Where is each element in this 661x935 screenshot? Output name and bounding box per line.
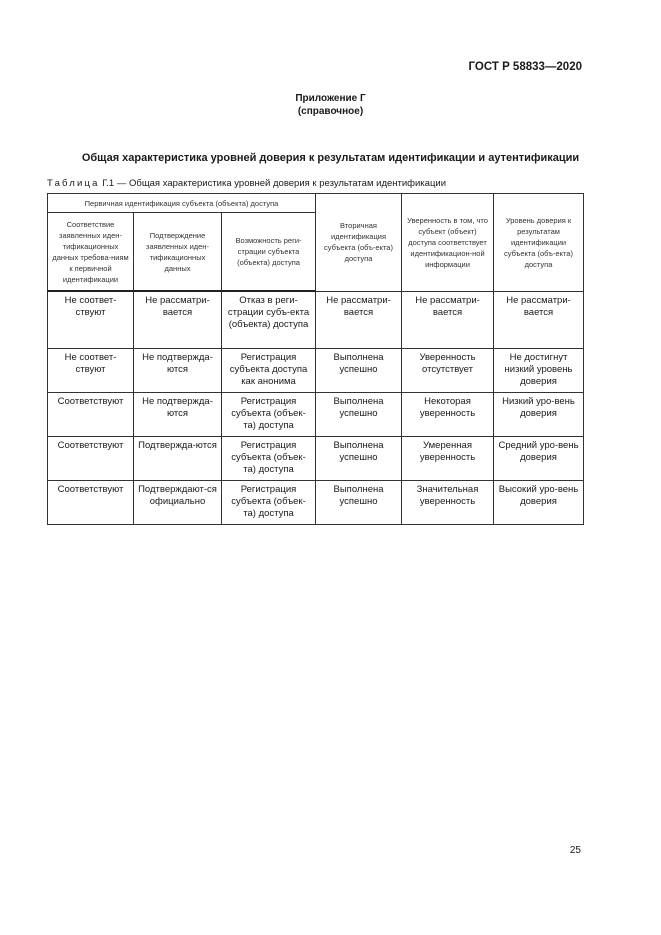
- table-cell: Умеренная уверенность: [402, 437, 494, 481]
- table-cell: Не рассматри-вается: [134, 291, 222, 349]
- table-cell: Высокий уро-вень доверия: [494, 481, 584, 525]
- table-cell: Регистрация субъекта (объек-та) доступа: [222, 437, 316, 481]
- table-cell: Не рассматри-вается: [494, 291, 584, 349]
- group-header-primary-identification: Первичная идентификация субъекта (объекта) доступа: [48, 194, 316, 213]
- column-header-registration: Возможность реги-страции субъекта (объекта) доступа: [222, 213, 316, 292]
- column-header-compliance: Соответствие заявленных иден-тификационных данных требова-ниям к первичной идентификации: [48, 213, 134, 292]
- table-cell: Регистрация субъекта доступа как анонима: [222, 349, 316, 393]
- table-cell: Не соответ-ствуют: [48, 349, 134, 393]
- table-cell: Не подтвержда-ются: [134, 349, 222, 393]
- column-header-secondary-identification: Вторичная идентификация субъекта (объ-екта) доступа: [316, 194, 402, 292]
- appendix-title: Приложение Г: [295, 93, 366, 104]
- table-cell: Выполнена успешно: [316, 437, 402, 481]
- table-cell: Некоторая уверенность: [402, 393, 494, 437]
- table-row: [48, 393, 584, 437]
- table-cell: Соответствуют: [48, 481, 134, 525]
- table-row: [48, 437, 584, 481]
- table-caption-label: Таблица: [47, 178, 100, 189]
- table-row: [48, 481, 584, 525]
- page-number: 25: [569, 845, 581, 856]
- table-cell: Не рассматри-вается: [316, 291, 402, 349]
- table-cell: Соответствуют: [48, 393, 134, 437]
- page-title: Общая характеристика уровней доверия к результатам идентификации и аутентификации: [81, 152, 580, 164]
- table-cell: Выполнена успешно: [316, 481, 402, 525]
- table-cell: Выполнена успешно: [316, 349, 402, 393]
- table-caption-text: Г.1 — Общая характеристика уровней доверия к результатам идентификации: [99, 178, 446, 189]
- table-cell: Отказ в реги-страции субъ-екта (объекта) доступа: [222, 291, 316, 349]
- table-caption: [47, 178, 446, 189]
- table-cell: Не подтвержда-ются: [134, 393, 222, 437]
- table-cell: Подтвержда-ются: [134, 437, 222, 481]
- table-cell: Регистрация субъекта (объек-та) доступа: [222, 481, 316, 525]
- table-cell: Регистрация субъекта (объек-та) доступа: [222, 393, 316, 437]
- appendix-heading: [0, 92, 661, 118]
- trust-levels-table: [47, 193, 584, 525]
- table-row: [48, 291, 584, 349]
- table-row: [48, 349, 584, 393]
- table-cell: Не рассматри-вается: [402, 291, 494, 349]
- table-cell: Уверенность отсутствует: [402, 349, 494, 393]
- column-header-confidence: Уверенность в том, что субъект (объект) доступа соответствует идентификацион-ной информации: [402, 194, 494, 292]
- column-header-trust-level: Уровень доверия к результатам идентификации субъекта (объ-екта) доступа: [494, 194, 584, 292]
- table-cell: Соответствуют: [48, 437, 134, 481]
- column-header-confirmation: Подтверждение заявленных иден-тификационных данных: [134, 213, 222, 292]
- table-cell: Низкий уро-вень доверия: [494, 393, 584, 437]
- table-cell: Подтверждают-ся официально: [134, 481, 222, 525]
- table-cell: Не достигнут низкий уровень доверия: [494, 349, 584, 393]
- table-cell: Значительная уверенность: [402, 481, 494, 525]
- table-cell: Средний уро-вень доверия: [494, 437, 584, 481]
- appendix-subtitle: (справочное): [297, 106, 364, 117]
- table-cell: Выполнена успешно: [316, 393, 402, 437]
- document-id: ГОСТ Р 58833—2020: [468, 61, 582, 73]
- table-cell: Не соответ-ствуют: [48, 291, 134, 349]
